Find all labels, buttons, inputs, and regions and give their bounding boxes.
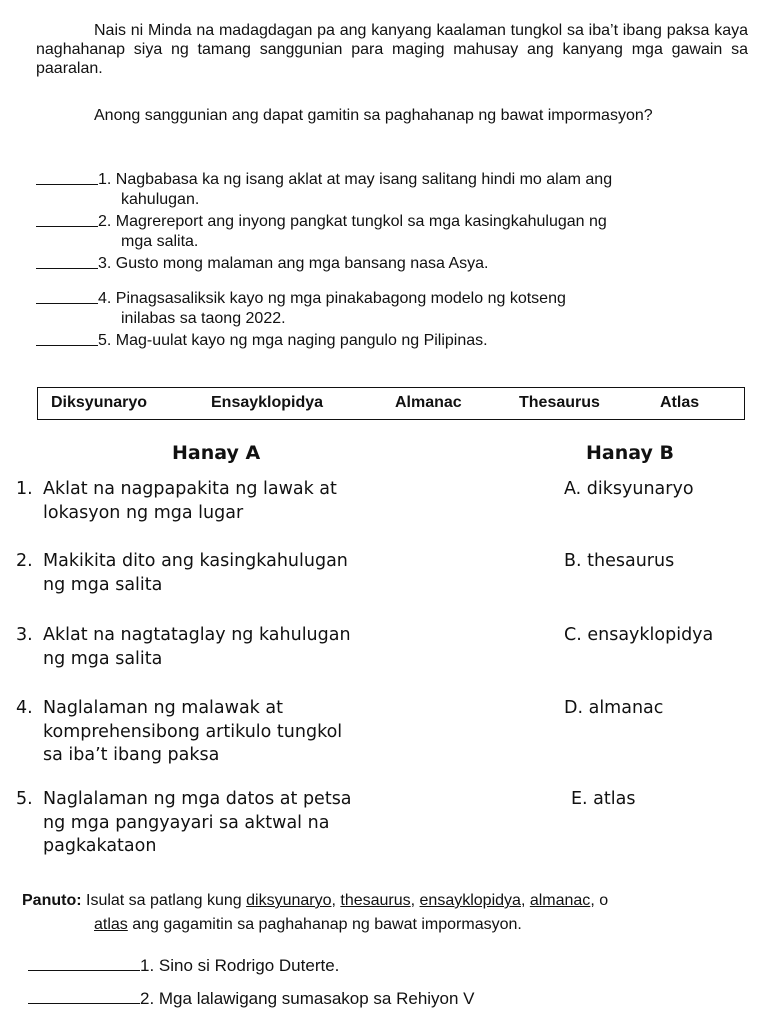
row-text: Naglalaman ng malawak at	[43, 698, 283, 718]
row-text: ng mga pangyayari sa aktwal na	[43, 812, 330, 833]
answer-text: 2. Mga lalawigang sumasakop sa Rehiyon V	[140, 989, 475, 1008]
answer-item	[28, 989, 475, 1009]
list-item	[36, 170, 748, 210]
keyword-atlas: atlas	[94, 916, 128, 933]
row-text: sa iba’t ibang paksa	[43, 745, 220, 765]
hanay-b-option-c: C. ensayklopidya	[564, 625, 714, 645]
answer-blank[interactable]	[28, 956, 140, 971]
separator: ,	[410, 892, 420, 909]
item-text: 3. Gusto mong malaman ang mga bansang nasa Asya.	[98, 255, 489, 272]
hanay-b-option-a: A. diksyunaryo	[564, 479, 694, 499]
row-text: Makikita dito ang kasingkahulugan	[43, 551, 348, 571]
keyword-diksyunaryo: diksyunaryo	[246, 892, 332, 909]
hanay-a-row	[16, 624, 436, 671]
separator: ,	[520, 892, 530, 909]
item-text-continued: kahulugan.	[121, 191, 200, 208]
row-text: pagkakataon	[43, 836, 157, 856]
list-item	[36, 212, 748, 252]
item-text-continued: inilabas sa taong 2022.	[121, 310, 286, 327]
list-item	[36, 331, 748, 351]
item-text: 1. Nagbabasa ka ng isang aklat at may isang salitang hindi mo alam ang	[98, 171, 613, 188]
answer-blank[interactable]	[36, 254, 98, 269]
item-text-continued: mga salita.	[121, 233, 199, 250]
hanay-a-row	[16, 550, 436, 597]
row-number: 4.	[16, 698, 33, 718]
separator: ,	[331, 892, 341, 909]
row-text: Aklat na nagtataglay ng kahulugan	[43, 625, 351, 645]
row-text: Naglalaman ng mga datos at petsa	[43, 789, 352, 809]
panuto-label: Panuto:	[22, 892, 82, 909]
row-text: Aklat na nagpapakita ng lawak at	[43, 479, 337, 499]
item-text: 2. Magrereport ang inyong pangkat tungkol sa mga kasingkahulugan ng	[98, 213, 607, 230]
choices-box	[37, 387, 745, 420]
row-number: 1.	[16, 479, 33, 499]
answer-blank[interactable]	[28, 989, 140, 1004]
item-text: 5. Mag-uulat kayo ng mga naging pangulo ng Pilipinas.	[98, 332, 488, 349]
row-text: komprehensibong artikulo tungkol	[43, 721, 343, 742]
list-item	[36, 254, 748, 274]
intro-paragraph-1: Nais ni Minda na madagdagan pa ang kanyang kaalaman tungkol sa iba’t ibang paksa kaya naghahanap siya ng tamang sanggunian para maging mahusay ang kanyang mga gawain sa paaralan.	[36, 22, 748, 77]
hanay-b-option-b: B. thesaurus	[564, 551, 675, 571]
hanay-a-heading: Hanay A	[172, 442, 261, 464]
hanay-a-row	[16, 788, 436, 859]
list-item	[36, 289, 748, 329]
choice-ensayklopidya: Ensayklopidya	[211, 394, 324, 411]
answer-blank[interactable]	[36, 170, 98, 185]
choice-atlas: Atlas	[660, 394, 700, 411]
answer-item	[28, 956, 339, 976]
row-number: 3.	[16, 625, 33, 645]
row-text: ng mga salita	[43, 648, 163, 669]
answer-blank[interactable]	[36, 212, 98, 227]
hanay-b-option-e: E. atlas	[571, 789, 636, 809]
panuto-text: Isulat sa patlang kung	[81, 892, 247, 909]
row-number: 5.	[16, 789, 33, 809]
item-text: 4. Pinagsasaliksik kayo ng mga pinakabagong modelo ng kotseng	[98, 290, 566, 307]
keyword-almanac: almanac	[529, 892, 591, 909]
row-text: lokasyon ng mga lugar	[43, 502, 244, 523]
answer-text: 1. Sino si Rodrigo Duterte.	[140, 956, 340, 975]
panuto-instructions	[22, 889, 752, 937]
choice-diksyunaryo: Diksyunaryo	[51, 394, 148, 411]
separator: , o	[590, 892, 609, 909]
hanay-b-heading: Hanay B	[586, 442, 674, 464]
answer-blank[interactable]	[36, 331, 98, 346]
hanay-b-option-d: D. almanac	[564, 698, 664, 718]
panuto-text: ang gagamitin sa paghahanap ng bawat impormasyon.	[127, 916, 522, 933]
keyword-ensayklopidya: ensayklopidya	[419, 892, 521, 909]
choice-thesaurus: Thesaurus	[519, 394, 600, 411]
answer-blank[interactable]	[36, 289, 98, 304]
intro-paragraph-2: Anong sanggunian ang dapat gamitin sa paghahanap ng bawat impormasyon?	[94, 107, 653, 124]
hanay-a-row	[16, 697, 436, 768]
row-number: 2.	[16, 551, 33, 571]
choice-almanac: Almanac	[395, 394, 462, 411]
row-text: ng mga salita	[43, 574, 163, 595]
keyword-thesaurus: thesaurus	[340, 892, 411, 909]
hanay-a-row	[16, 478, 436, 525]
